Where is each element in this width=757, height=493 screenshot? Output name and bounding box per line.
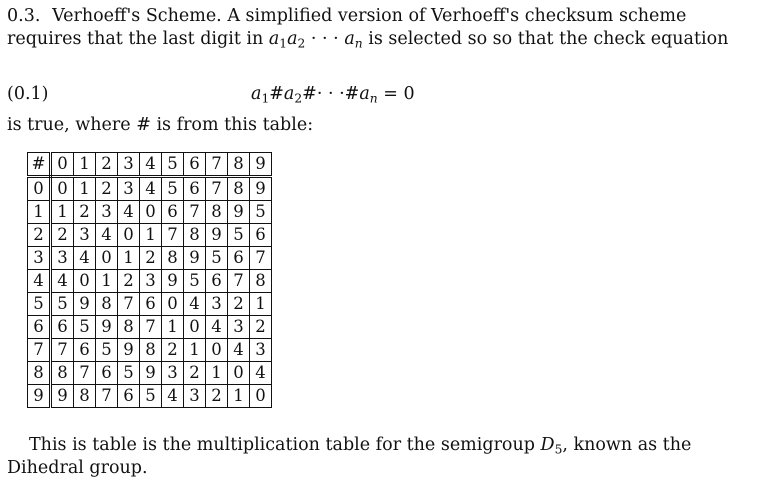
table-cell: 5 [228,224,250,247]
table-cell: 4 [96,224,118,247]
ellipsis: · · · [310,29,339,49]
table-row [28,177,272,201]
table-cell: 9 [184,247,206,270]
sub-1: 1 [261,91,270,106]
sub-n: n [354,36,363,51]
table-cell: 6 [51,316,74,339]
table-cell: 0 [162,293,184,316]
table-intro [7,114,313,136]
var-a: a [268,29,280,49]
row-header: 5 [28,293,51,316]
paragraph-line-2 [7,28,728,55]
table-row [28,247,272,270]
row-header: 3 [28,247,51,270]
table-cell: 9 [118,339,140,362]
table-cell: 4 [118,201,140,224]
table-cell: 8 [96,293,118,316]
table-cell: 5 [250,201,272,224]
table-cell: 2 [250,316,272,339]
table-cell: 8 [228,177,250,201]
column-header: 5 [162,153,184,177]
sub-2: 2 [294,91,303,106]
section-title: Verhoeff's Scheme. [52,6,222,26]
table-cell: 3 [96,201,118,224]
closing-suffix: , known as the [562,435,692,455]
table-cell: 1 [51,201,74,224]
table-cell: 7 [51,339,74,362]
table-cell: 3 [140,270,162,293]
table-cell: 6 [228,247,250,270]
equation-number: (0.1) [7,84,49,104]
table-cell: 1 [118,247,140,270]
table-cell: 4 [206,316,228,339]
table-cell: 3 [206,293,228,316]
row-header: 7 [28,339,51,362]
table-cell: 0 [118,224,140,247]
column-header: 4 [140,153,162,177]
table-cell: 9 [250,177,272,201]
var-a: a [344,29,355,49]
line2-prefix: requires that the last digit in [7,29,264,49]
table-cell: 0 [140,201,162,224]
table-cell: 2 [184,362,206,385]
table-cell: 9 [140,362,162,385]
row-header: 0 [28,177,51,201]
table-row [28,362,272,385]
table-cell: 8 [250,270,272,293]
group-symbol [541,435,563,455]
table-cell: 6 [140,293,162,316]
table-cell: 4 [140,177,162,201]
table-cell: 5 [96,339,118,362]
table-cell: 7 [206,177,228,201]
intro-suffix: is from this table: [156,115,314,135]
var-a: a [287,29,298,49]
table-row [28,339,272,362]
table-cell: 6 [118,385,140,408]
table-cell: 7 [228,270,250,293]
table-row [28,385,272,408]
equation-rhs: = 0 [383,84,415,104]
var-a: a [359,84,370,104]
table-cell: 7 [74,362,96,385]
table-cell: 3 [228,316,250,339]
section-number: 0.3. [7,6,41,26]
table-cell: 6 [74,339,96,362]
column-header: 6 [184,153,206,177]
table-cell: 6 [96,362,118,385]
table-cell: 4 [162,385,184,408]
equation-math [251,83,415,110]
table-cell: 5 [206,247,228,270]
hash-symbol: # [136,115,151,135]
table-cell: 1 [228,385,250,408]
table-cell: 9 [51,385,74,408]
table-cell: 0 [74,270,96,293]
table-cell: 9 [74,293,96,316]
section-text: A simplified version of Verhoeff's checksum scheme [227,6,687,26]
hash-operator: # [269,84,284,104]
table-cell: 0 [96,247,118,270]
table-row [28,293,272,316]
group-letter: D [540,435,555,455]
table-cell: 5 [118,362,140,385]
table-cell: 9 [206,224,228,247]
row-header: 1 [28,201,51,224]
var-a: a [283,84,295,104]
table-cell: 5 [184,270,206,293]
var-a: a [251,84,262,104]
column-header: 2 [96,153,118,177]
closing-line2-text: Dihedral group. [7,458,148,478]
table-cell: 4 [228,339,250,362]
table-cell: 3 [162,362,184,385]
hash-operator: # [344,84,360,104]
row-header: 6 [28,316,51,339]
table-row [28,316,272,339]
line2-suffix: is selected so so that the check equation [368,29,729,49]
table-cell: 2 [74,201,96,224]
column-header: 8 [228,153,250,177]
table-cell: 2 [140,247,162,270]
inline-math-sequence [269,29,363,49]
table-cell: 6 [162,201,184,224]
table-cell: 0 [228,362,250,385]
table-cell: 5 [51,293,74,316]
operation-table [27,152,272,408]
table-cell: 8 [184,224,206,247]
table-cell: 1 [140,224,162,247]
table-cell: 4 [250,362,272,385]
table-corner-cell: # [28,153,51,177]
table-cell: 4 [184,293,206,316]
table-cell: 1 [162,316,184,339]
column-header: 3 [118,153,140,177]
group-subscript: 5 [554,442,563,457]
row-header: 8 [28,362,51,385]
sub-1: 1 [279,36,288,51]
table-cell: 5 [74,316,96,339]
table-cell: 2 [206,385,228,408]
table-cell: 8 [74,385,96,408]
table-cell: 1 [184,339,206,362]
table-cell: 4 [74,247,96,270]
table-cell: 3 [74,224,96,247]
table-cell: 4 [51,270,74,293]
table-cell: 2 [51,224,74,247]
table-header-row [28,153,272,177]
sub-n: n [369,91,378,106]
row-header: 4 [28,270,51,293]
table-cell: 6 [184,177,206,201]
table-cell: 8 [118,316,140,339]
table-cell: 6 [250,224,272,247]
table-cell: 8 [51,362,74,385]
table-cell: 1 [74,177,96,201]
table-cell: 2 [96,177,118,201]
table-cell: 9 [162,270,184,293]
column-header: 7 [206,153,228,177]
table-cell: 2 [162,339,184,362]
table-cell: 7 [250,247,272,270]
sub-2: 2 [297,36,306,51]
table-cell: 0 [51,177,74,201]
table-cell: 7 [162,224,184,247]
ellipsis: · · · [316,84,345,104]
table-cell: 3 [184,385,206,408]
table-cell: 0 [250,385,272,408]
table-cell: 0 [206,339,228,362]
table-cell: 7 [184,201,206,224]
table-cell: 3 [118,177,140,201]
table-cell: 9 [228,201,250,224]
table-cell: 0 [184,316,206,339]
table-cell: 2 [228,293,250,316]
table-cell: 7 [140,316,162,339]
column-header: 0 [51,153,74,177]
table-cell: 7 [118,293,140,316]
table-cell: 9 [96,316,118,339]
table-cell: 2 [118,270,140,293]
table-cell: 8 [206,201,228,224]
table-cell: 1 [250,293,272,316]
table-cell: 8 [140,339,162,362]
closing-prefix: This is table is the multiplication table for the semigroup [29,435,535,455]
row-header: 2 [28,224,51,247]
table-cell: 3 [250,339,272,362]
column-header: 9 [250,153,272,177]
paragraph-line-1 [7,5,686,27]
intro-prefix: is true, where [7,115,131,135]
table-cell: 6 [206,270,228,293]
row-header: 9 [28,385,51,408]
table-row [28,201,272,224]
table-cell: 5 [140,385,162,408]
table-row [28,224,272,247]
hash-operator: # [302,84,317,104]
closing-line-2 [7,457,148,479]
column-header: 1 [74,153,96,177]
table-cell: 3 [51,247,74,270]
table-cell: 8 [162,247,184,270]
table-row [28,270,272,293]
table-cell: 5 [162,177,184,201]
table-cell: 7 [96,385,118,408]
table-cell: 1 [96,270,118,293]
table-cell: 1 [206,362,228,385]
